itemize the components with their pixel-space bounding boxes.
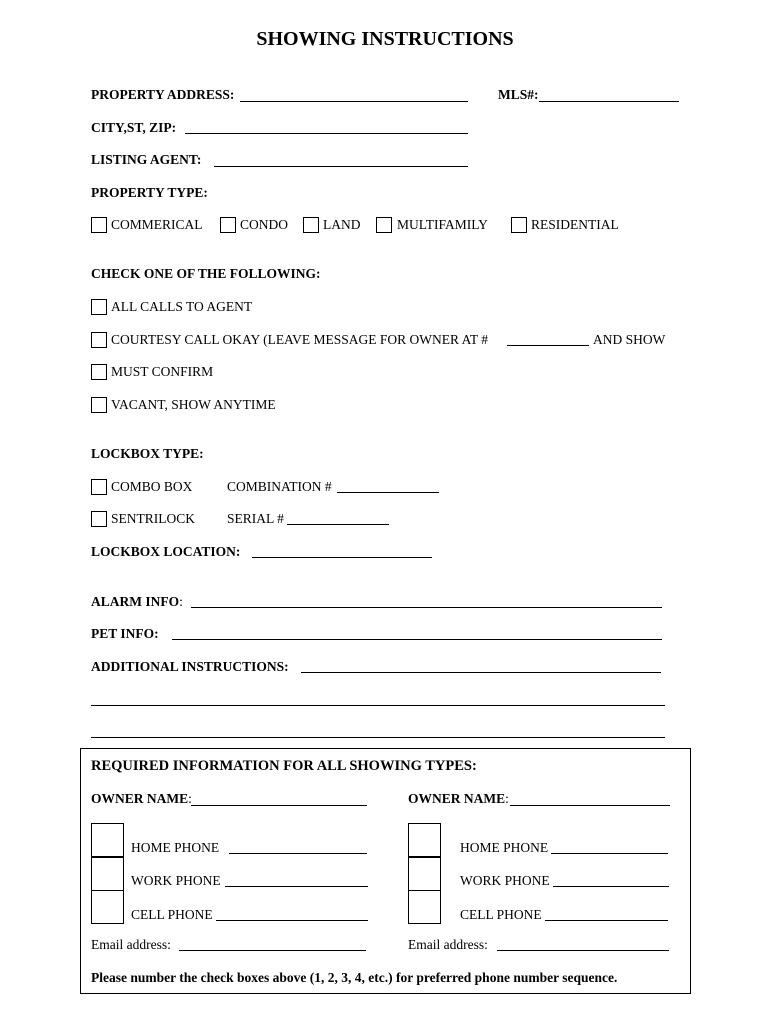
home-phone-label-right: HOME PHONE xyxy=(460,840,549,855)
property-address-label: PROPERTY ADDRESS: xyxy=(91,87,235,102)
city-st-zip-field[interactable] xyxy=(185,133,468,134)
email-label-left: Email address: xyxy=(91,937,171,952)
home-phone-label-left: HOME PHONE xyxy=(131,840,220,855)
sentrilock-label: SENTRILOCK xyxy=(111,511,195,526)
combo-box-checkbox[interactable] xyxy=(91,479,107,495)
combination-label: COMBINATION # xyxy=(227,479,332,494)
must-confirm-checkbox[interactable] xyxy=(91,364,107,380)
work-phone-field-left[interactable] xyxy=(225,886,368,887)
property-type-label: PROPERTY TYPE: xyxy=(91,185,208,200)
alarm-info-label: ALARM INFO: xyxy=(91,594,183,609)
owner-name-label-right: OWNER NAME: xyxy=(408,791,509,806)
courtesy-call-checkbox[interactable] xyxy=(91,332,107,348)
cell-phone-label-left: CELL PHONE xyxy=(131,907,213,922)
alarm-info-field[interactable] xyxy=(191,607,662,608)
cell-phone-field-right[interactable] xyxy=(545,920,668,921)
all-calls-label: ALL CALLS TO AGENT xyxy=(111,299,253,314)
additional-instructions-field[interactable] xyxy=(301,672,661,673)
phone-sequence-note: Please number the check boxes above (1, 2, 3, 4, etc.) for preferred phone number sequence. xyxy=(91,970,618,985)
email-field-left[interactable] xyxy=(179,950,366,951)
serial-field[interactable] xyxy=(287,524,389,525)
vacant-checkbox[interactable] xyxy=(91,397,107,413)
multifamily-label: MULTIFAMILY xyxy=(397,217,488,232)
condo-label: CONDO xyxy=(240,217,289,232)
home-phone-field-right[interactable] xyxy=(551,853,668,854)
work-phone-field-right[interactable] xyxy=(553,886,669,887)
combination-field[interactable] xyxy=(337,492,439,493)
all-calls-checkbox[interactable] xyxy=(91,299,107,315)
land-checkbox[interactable] xyxy=(303,217,319,233)
work-phone-label-right: WORK PHONE xyxy=(460,873,550,888)
multifamily-checkbox[interactable] xyxy=(376,217,392,233)
home-phone-rank-box-right[interactable] xyxy=(408,823,441,857)
cell-phone-label-right: CELL PHONE xyxy=(460,907,542,922)
additional-instructions-line-2[interactable] xyxy=(91,705,665,706)
must-confirm-label: MUST CONFIRM xyxy=(111,364,214,379)
home-phone-rank-box-left[interactable] xyxy=(91,823,124,857)
land-label: LAND xyxy=(323,217,361,232)
pet-info-label: PET INFO: xyxy=(91,626,159,641)
additional-instructions-line-3[interactable] xyxy=(91,737,665,738)
serial-label: SERIAL # xyxy=(227,511,284,526)
residential-label: RESIDENTIAL xyxy=(531,217,619,232)
home-phone-field-left[interactable] xyxy=(229,853,367,854)
lockbox-type-heading: LOCKBOX TYPE: xyxy=(91,446,204,461)
work-phone-label-left: WORK PHONE xyxy=(131,873,221,888)
cell-phone-field-left[interactable] xyxy=(216,920,368,921)
owner-message-number-field[interactable] xyxy=(507,345,589,346)
cell-phone-rank-box-right[interactable] xyxy=(408,890,441,924)
condo-checkbox[interactable] xyxy=(220,217,236,233)
commercial-label: COMMERICAL xyxy=(111,217,203,232)
check-one-heading: CHECK ONE OF THE FOLLOWING: xyxy=(91,266,321,281)
residential-checkbox[interactable] xyxy=(511,217,527,233)
cell-phone-rank-box-left[interactable] xyxy=(91,890,124,924)
owner-name-label-left: OWNER NAME: xyxy=(91,791,192,806)
mls-field[interactable] xyxy=(539,101,679,102)
email-field-right[interactable] xyxy=(497,950,669,951)
work-phone-rank-box-left[interactable] xyxy=(91,857,124,891)
property-address-field[interactable] xyxy=(240,101,468,102)
additional-instructions-label: ADDITIONAL INSTRUCTIONS: xyxy=(91,659,289,674)
combo-box-label: COMBO BOX xyxy=(111,479,193,494)
required-info-box xyxy=(80,748,691,994)
lockbox-location-field[interactable] xyxy=(252,557,432,558)
vacant-label: VACANT, SHOW ANYTIME xyxy=(111,397,276,412)
and-show-label: AND SHOW xyxy=(593,332,666,347)
listing-agent-label: LISTING AGENT: xyxy=(91,152,202,167)
courtesy-call-label: COURTESY CALL OKAY (LEAVE MESSAGE FOR OWNER AT # xyxy=(111,332,488,347)
owner-name-field-left[interactable] xyxy=(191,805,367,806)
listing-agent-field[interactable] xyxy=(214,166,468,167)
email-label-right: Email address: xyxy=(408,937,488,952)
sentrilock-checkbox[interactable] xyxy=(91,511,107,527)
lockbox-location-label: LOCKBOX LOCATION: xyxy=(91,544,241,559)
work-phone-rank-box-right[interactable] xyxy=(408,857,441,891)
owner-name-field-right[interactable] xyxy=(510,805,670,806)
mls-label: MLS#: xyxy=(498,87,539,102)
required-info-heading: REQUIRED INFORMATION FOR ALL SHOWING TYPES: xyxy=(91,758,477,774)
commercial-checkbox[interactable] xyxy=(91,217,107,233)
pet-info-field[interactable] xyxy=(172,639,662,640)
form-title: SHOWING INSTRUCTIONS xyxy=(256,28,514,50)
city-st-zip-label: CITY,ST, ZIP: xyxy=(91,120,177,135)
